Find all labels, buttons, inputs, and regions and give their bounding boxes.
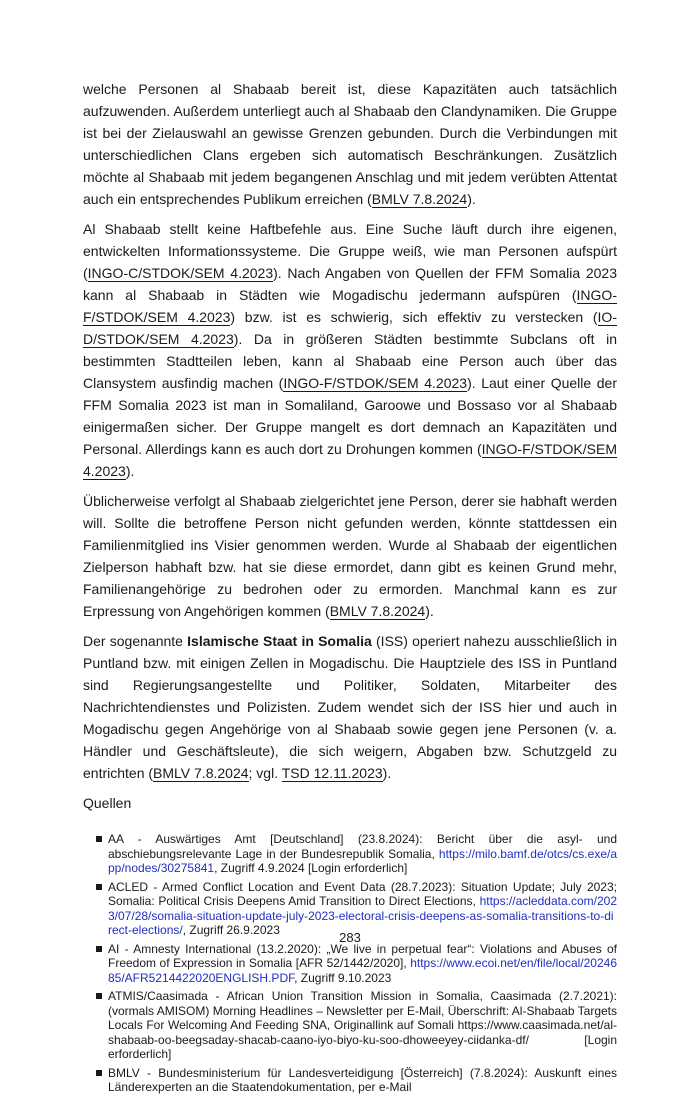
text: Üblicherweise verfolgt al Shabaab zielgerichtet jene Person, derer sie habhaft werden will. Sollte die betroffene Person nicht gefunden werden, könnte stattdessen ein Familienmitglied ins Visier genommen werden. Wurde al Shabaab der eigentlichen Zielperson habhaft bzw. hat sie diese ermordet, dann gibt es keinen Grund mehr, Familienangehörige zu bedrohen oder zu ermorden. Manchmal kann es zur Erpressung von Angehörigen kommen ( [83,493,617,619]
text: ). [425,603,434,619]
bold-term: Islamische Staat in Somalia [187,633,372,649]
source-text: BMLV - Bundesministerium für Landesverteidigung [Österreich] (7.8.2024): Auskunft eines Länderexperten an die Staatendokumentation, per e-Mail [108,1065,617,1094]
source-text: ATMIS/Caasimada - African Union Transition Mission in Somalia, Caasimada (2.7.2021): (vormals AMISOM) Morning Headlines – Newsletter per E-Mail, Überschrift: Al-Shabaab Targets Locals For Welcoming And Feeding SNA, Originallink auf Somali https://www.caasimada.net/al-shabaab-oo-beegsaday-shacab-caano-iyo-biyo-ku-soo-dhoweeyey-ciidanka-df/ [Login erforderlich] [108,989,617,1061]
citation-link[interactable]: INGO-C/STDOK/SEM 4.2023 [87,265,274,281]
source-item [96,832,617,876]
source-item [96,880,617,938]
text: (ISS) operiert nahezu ausschließlich in Puntland bzw. mit einigen Zellen in Mogadischu. Die Hauptziele des ISS in Puntland sind Regierungsangestellte und Politiker, Soldaten, Mitarbeiter des Nachrichtendienstes und Polizisten. Zudem wendet sich der ISS hier und auch in Mogadischu gegen Angehörige von al Shabaab sowie gegen jene Personen (v. a. Händler und Geschäftsleute), die sich weigern, Abgaben bzw. Schutzgeld zu entrichten ( [83,633,617,781]
source-link[interactable]: https://milo.bamf.de/otcs/cs.exe/app/nodes/30275841 [108,846,617,875]
source-link[interactable]: https://www.ecoi.net/en/file/local/2024685/AFR5214422020ENGLISH.PDF [108,956,617,985]
paragraph-iss [83,630,617,784]
bullet-icon [96,884,102,890]
source-access: , Zugriff 4.9.2024 [Login erforderlich] [214,861,408,875]
text: ). [125,463,135,479]
paragraph-targeting [83,490,617,622]
page-number: 283 [339,930,361,945]
text: ; vgl. [248,765,282,781]
bullet-icon [96,993,102,999]
citation-link[interactable]: BMLV 7.8.2024 [153,765,249,781]
text: ). Da in größeren Städten bestimmte Subclans oft in bestimmten Stadtteilen leben, kann al Shabaab eine Person auch über das Clansystem ausfindig machen ( [83,331,617,391]
paragraph-clan-dynamics [83,78,617,210]
bullet-icon [96,1070,102,1076]
citation-link[interactable]: BMLV 7.8.2024 [371,191,468,207]
citation-link[interactable]: INGO-F/STDOK/SEM 4.2023 [83,287,617,325]
source-link[interactable]: https://acleddata.com/2023/07/28/somalia-situation-update-july-2023-electoral-crisis-deepens-as-somalia-transitions-to-direct-elections/ [108,894,617,937]
citation-link[interactable]: INGO-F/STDOK/SEM 4.2023 [283,375,468,391]
text: ). Nach Angaben von Quellen der FFM Somalia 2023 kann al Shabaab in Städten wie Mogadischu jedermann aufspüren ( [83,265,618,303]
text: ). Laut einer Quelle der FFM Somalia 2023 ist man in Somaliland, Garoowe und Bossaso vor al Shabaab einigermaßen sicher. Der Gruppe mangelt es dort demnach an Kapazitäten und Personal. Allerdings kann es auch dort zu Drohungen kommen ( [83,375,617,457]
source-item [96,942,617,986]
text: Al Shabaab stellt keine Haftbefehle aus. Eine Suche läuft durch ihre eigenen, entwickelten Informationssysteme. Die Gruppe weiß, wie man Personen aufspürt ( [83,221,617,281]
citation-link[interactable]: TSD 12.11.2023 [281,765,383,781]
citation-link[interactable]: INGO-F/STDOK/SEM 4.2023 [83,441,617,479]
paragraph-tracking [83,218,617,482]
source-item [96,989,617,1062]
source-text: AA - Auswärtiges Amt [Deutschland] (23.8.2024): Bericht über die asyl- und abschiebungsrelevante Lage in der Bundesrepublik Somalia, [108,832,617,861]
text: ). [382,765,392,781]
bullet-icon [96,946,102,952]
source-text: AI - Amnesty International (13.2.2020): „We live in perpetual fear“: Violations and Abuses of Freedom of Expression in Somalia [AFR 52/1442/2020], [108,941,617,970]
text: ). [467,191,476,207]
source-access: , Zugriff 26.9.2023 [182,923,280,937]
sources-list [83,832,617,1095]
text: welche Personen al Shabaab bereit ist, diese Kapazitäten auch tatsächlich aufzuwenden. Außerdem unterliegt auch al Shabaab den Clandynamiken. Die Gruppe ist bei der Zielauswahl an gewisse Grenzen gebunden. Durch die Verbindungen mit unterschiedlichen Clans ergeben sich automatisch Beschränkungen. Zusätzlich möchte al Shabaab mit jedem begangenen Anschlag und mit jedem verübten Attentat auch ein entsprechendes Publikum erreichen ( [83,81,617,207]
source-text: ACLED - Armed Conflict Location and Event Data (28.7.2023): Situation Update; July 2023; Somalia: Political Crisis Deepens Amid Transition to Direct Elections, [108,879,617,908]
source-item [96,1066,617,1095]
source-access: , Zugriff 9.10.2023 [294,970,392,985]
page-content [83,78,617,1099]
sources-heading: Quellen [83,795,132,811]
citation-link[interactable]: BMLV 7.8.2024 [329,603,426,619]
text: Der sogenannte [83,633,188,649]
citation-link[interactable]: IO-D/STDOK/SEM 4.2023 [83,309,617,347]
text: ) bzw. ist es schwierig, sich effektiv zu verstecken ( [230,309,598,325]
bullet-icon [96,836,102,842]
